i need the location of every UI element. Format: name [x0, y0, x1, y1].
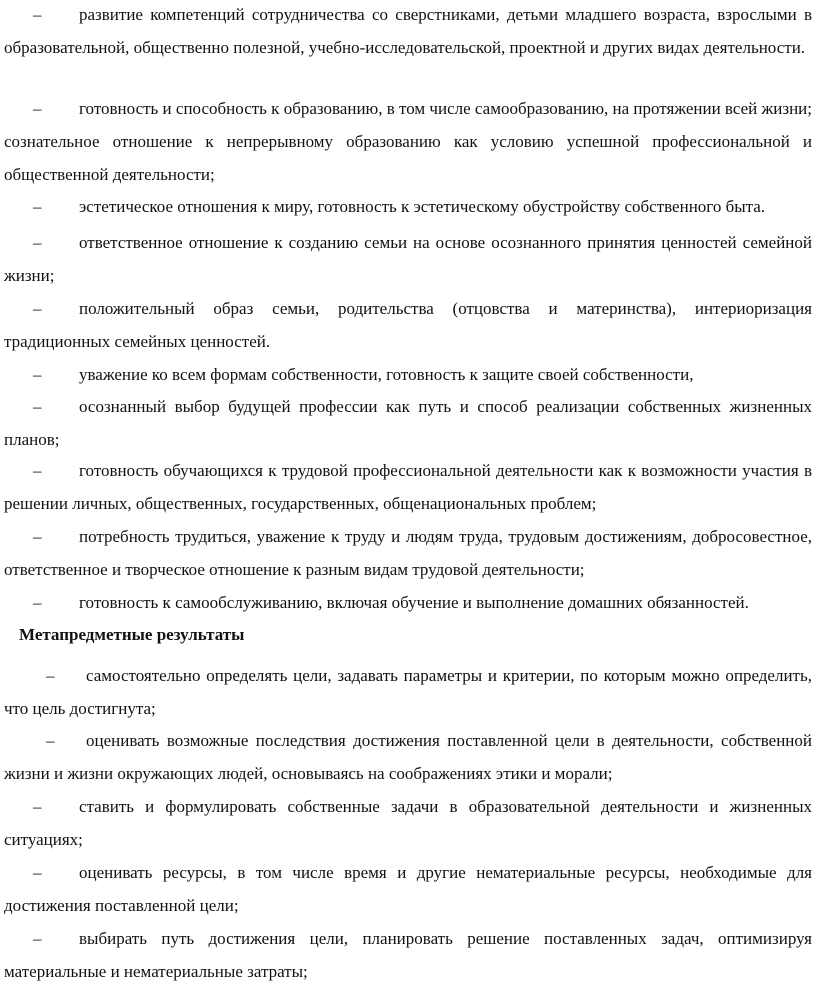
list-item: [4, 358, 812, 391]
list-item-text: самостоятельно определять цели, задавать параметры и критерии, по которым можно определить, что цель достигнута;: [4, 666, 812, 718]
list-item: [4, 390, 812, 456]
list-item: [4, 659, 812, 725]
list-item: [4, 92, 812, 191]
list-item-text: положительный образ семьи, родительства (отцовства и материнства), интериоризация традиционных семейных ценностей.: [4, 299, 812, 351]
list-dash: –: [33, 233, 42, 252]
list-item: [4, 856, 812, 922]
list-item: [4, 724, 812, 790]
list-item: [4, 454, 812, 520]
list-dash: –: [33, 461, 42, 480]
list-dash: –: [33, 365, 42, 384]
list-dash: –: [33, 397, 42, 416]
list-item: [4, 922, 812, 988]
list-dash: –: [33, 797, 42, 816]
section-heading: Метапредметные результаты: [19, 625, 245, 644]
list-item-text: выбирать путь достижения цели, планировать решение поставленных задач, оптимизируя материальные и нематериальные затраты;: [4, 929, 812, 981]
list-item: [4, 292, 812, 358]
list-item: [4, 520, 812, 586]
list-item-text: ответственное отношение к созданию семьи на основе осознанного принятия ценностей семейной жизни;: [4, 233, 812, 285]
list-dash: –: [46, 666, 55, 685]
list-dash: –: [33, 5, 42, 24]
list-item: [4, 586, 812, 619]
list-item-text: оценивать ресурсы, в том числе время и другие нематериальные ресурсы, необходимые для достижения поставленной цели;: [4, 863, 812, 915]
list-item-text: ставить и формулировать собственные задачи в образовательной деятельности и жизненных ситуациях;: [4, 797, 812, 849]
list-dash: –: [33, 863, 42, 882]
list-item-text: потребность трудиться, уважение к труду и людям труда, трудовым достижениям, добросовестное, ответственное и творческое отношение к разным видам трудовой деятельности;: [4, 527, 812, 579]
list-item-text: развитие компетенций сотрудничества со сверстниками, детьми младшего возраста, взрослыми в образовательной, общественно полезной, учебно-исследовательской, проектной и других видах деятельности.: [4, 5, 812, 57]
list-dash: –: [33, 299, 42, 318]
list-item-text: эстетическое отношения к миру, готовность к эстетическому обустройству собственного быта.: [79, 197, 766, 216]
list-item-text: осознанный выбор будущей профессии как путь и способ реализации собственных жизненных планов;: [4, 397, 812, 449]
list-dash: –: [33, 197, 42, 216]
list-dash: –: [33, 527, 42, 546]
list-item-text: готовность к самообслуживанию, включая обучение и выполнение домашних обязанностей.: [79, 593, 749, 612]
list-dash: –: [33, 99, 42, 118]
list-item: [4, 0, 812, 64]
list-item-text: готовность и способность к образованию, в том числе самообразованию, на протяжении всей жизни; сознательное отношение к непрерывному образованию как условию успешной профессиональной и общественной деятельности;: [4, 99, 812, 184]
list-dash: –: [46, 731, 55, 750]
list-item-text: оценивать возможные последствия достижения поставленной цели в деятельности, собственной жизни и жизни окружающих людей, основываясь на соображениях этики и морали;: [4, 731, 812, 783]
list-item: [4, 226, 812, 292]
list-item-text: уважение ко всем формам собственности, готовность к защите своей собственности,: [79, 365, 694, 384]
list-item: [4, 790, 812, 856]
list-item: [4, 190, 812, 223]
list-item-text: готовность обучающихся к трудовой профессиональной деятельности как к возможности участия в решении личных, общественных, государственных, общенациональных проблем;: [4, 461, 812, 513]
list-dash: –: [33, 929, 42, 948]
list-dash: –: [33, 593, 42, 612]
